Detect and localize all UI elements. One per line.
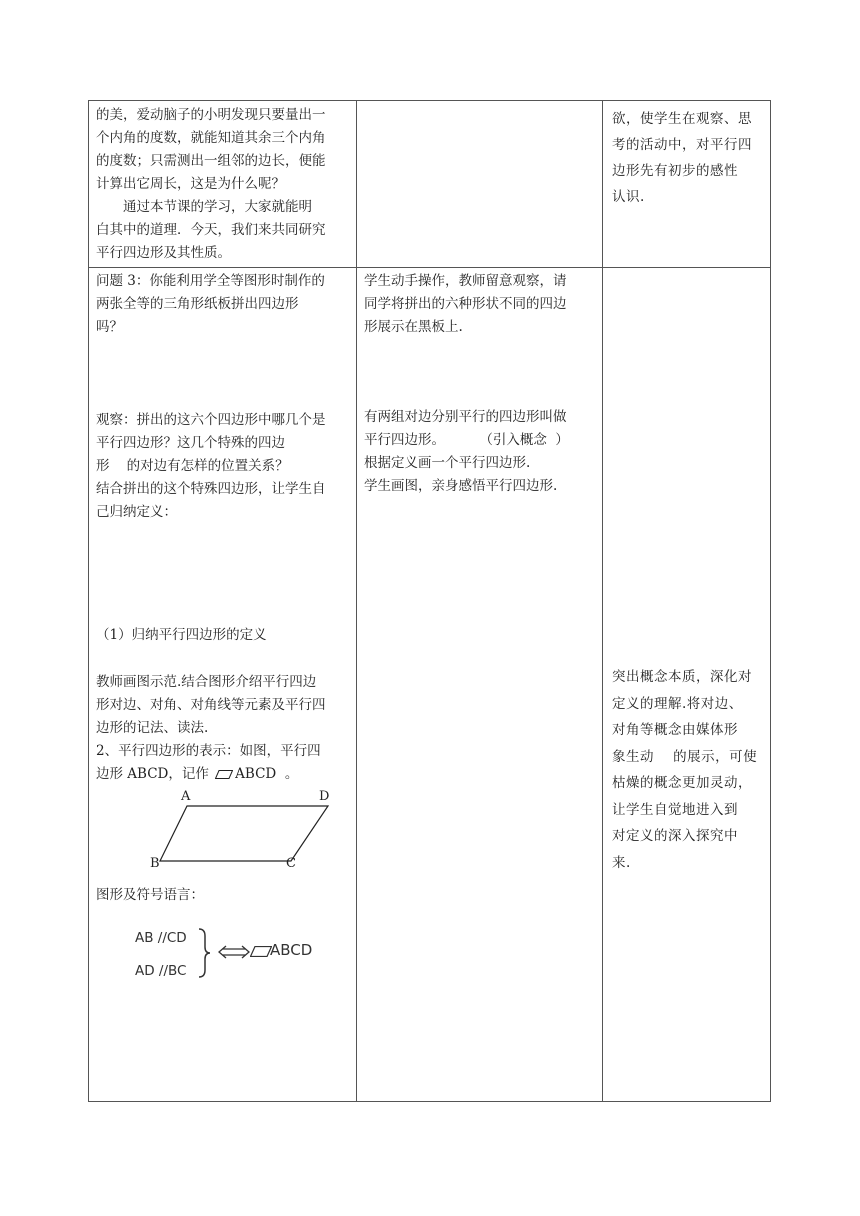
text-line: 欲，使学生在观察、思 [612, 111, 752, 127]
text-line: 观察：拼出的这六个四边形中哪几个是 [96, 412, 326, 428]
table-col-divider-2 [602, 100, 603, 1102]
formula-line-1: AB //CD [135, 930, 187, 946]
vertex-label-b: B [150, 856, 160, 871]
text-line: 吗？ [96, 319, 123, 335]
text-line: 来. [612, 854, 631, 871]
formula-result: ABCD [270, 941, 313, 959]
text-line: 有两组对边分别平行的四边形叫做 [364, 409, 567, 425]
text-line: 问题 3：你能利用学全等图形时制作的 [96, 273, 325, 289]
text-line: 学生动手操作，教师留意观察，请 [364, 273, 567, 289]
text-line: 形对边、对角、对角线等元素及平行四 [96, 697, 326, 713]
table-bottom-border [88, 1101, 771, 1102]
text-line: 形 的对边有怎样的位置关系？ [96, 458, 289, 474]
text-line: 形展示在黑板上. [364, 319, 463, 335]
text-line: 学生画图，亲身感悟平行四边形. [364, 478, 558, 494]
text-line: 通过本节课的学习，大家就能明 [123, 199, 312, 215]
question-3-text [96, 270, 352, 339]
table-top-border [88, 100, 771, 101]
concept-text [364, 406, 600, 498]
text-line: 结合拼出的这个特殊四边形，让学生自 [96, 481, 326, 497]
formula-line-2: AD //BC [135, 963, 187, 979]
parallelogram-symbol-icon [215, 770, 233, 779]
text-line: （1）归纳平行四边形的定义 [96, 627, 267, 643]
text-line: 边形先有初步的感性 [612, 163, 738, 179]
row1-intro-text [96, 104, 352, 265]
vertex-label-c: C [286, 856, 296, 871]
observation-text [96, 409, 352, 524]
text-line: 计算出它周长，这是为什么呢？ [96, 176, 285, 192]
text-line: 己归纳定义： [96, 504, 177, 520]
text-line: 突出概念本质，深化对 [612, 669, 752, 685]
text-line: 平行四边形。 （引入概念 ） [364, 432, 569, 448]
text-line: 个内角的度数，就能知道其余三个内角 [96, 130, 326, 146]
table-right-border [770, 100, 771, 1102]
text-line: 平行四边形及其性质。 [96, 245, 231, 261]
text-line: 枯燥的概念更加灵动， [612, 775, 752, 791]
vertex-label-a: A [181, 789, 191, 804]
table-left-border [88, 100, 89, 1102]
notation-suffix: ABCD 。 [235, 766, 299, 782]
definition-heading [96, 624, 352, 647]
text-line: 根据定义画一个平行四边形. [364, 455, 531, 471]
symbol-language-label [96, 884, 352, 907]
text-line [96, 763, 352, 786]
text-line: 象生动 的展示，可使 [612, 748, 758, 765]
teacher-demo-text [96, 671, 352, 786]
parallelogram-shape [160, 806, 328, 861]
vertex-label-d: D [319, 789, 330, 804]
parallelogram-figure [150, 800, 340, 870]
table-row-divider [88, 267, 771, 268]
text-line: 平行四边形？这几个特殊的四边 [96, 435, 285, 451]
text-line: 的美，爱动脑子的小明发现只要量出一 [96, 107, 326, 123]
table-col-divider-1 [356, 100, 357, 1102]
text-line: 白其中的道理．今天，我们来共同研究 [96, 222, 326, 238]
double-arrow-icon [218, 944, 250, 960]
student-activity-text [364, 270, 600, 339]
text-line: 考的活动中，对平行四 [612, 137, 752, 153]
parallelogram-symbol-icon [250, 946, 272, 957]
text-line: 边形的记法、读法. [96, 720, 209, 736]
text-line: 两张全等的三角形纸板拼出四边形 [96, 296, 299, 312]
brace-icon [197, 928, 211, 978]
row2-design-intent [612, 664, 768, 876]
text-line: 的度数；只需测出一组邻的边长，便能 [96, 153, 326, 169]
text-line: 对定义的深入探究中 [612, 828, 738, 844]
text-line: 对角等概念由媒体形 [612, 722, 738, 738]
text-line: 同学将拼出的六种形状不同的四边 [364, 296, 567, 312]
text-line: 定义的理解.将对边、 [612, 695, 743, 712]
notation-prefix: 边形 ABCD，记作 [96, 766, 209, 782]
text-line: 认识. [612, 189, 645, 205]
text-line: 2、平行四边形的表示：如图，平行四 [96, 743, 321, 759]
text-line: 图形及符号语言： [96, 887, 204, 903]
row1-design-intent [612, 106, 768, 210]
text-line: 教师画图示范.结合图形介绍平行四边 [96, 674, 317, 690]
text-line: 让学生自觉地进入到 [612, 801, 738, 818]
